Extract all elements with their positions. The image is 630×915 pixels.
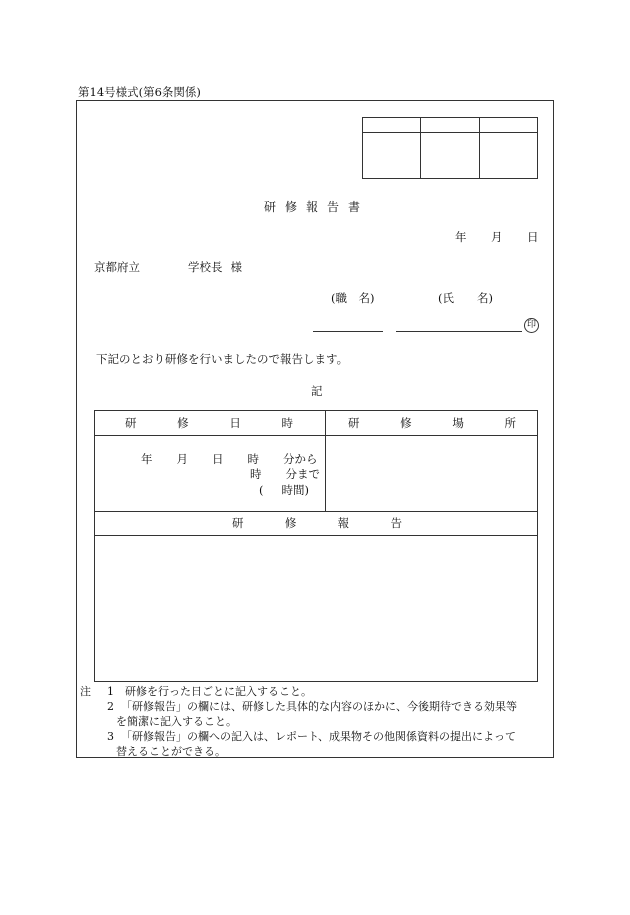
header-training-report: 研 修 報 告 <box>232 516 402 530</box>
job-title-line <box>313 331 383 332</box>
form-number-label: 第14号様式(第6条関係) <box>78 85 201 99</box>
stamp-divider <box>479 118 480 178</box>
table-row-divider <box>95 435 537 436</box>
stamp-divider <box>363 132 537 133</box>
note-text-continued: 替えることができる。 <box>116 745 226 758</box>
note-text: 「研修報告」の欄には、研修した具体的な内容のほかに、今後期待できる効果等 <box>121 700 517 713</box>
name-line <box>396 331 522 332</box>
seal-mark: 印 <box>524 318 539 333</box>
note-text: 研修を行った日ごとに記入すること。 <box>125 685 312 698</box>
date-year: 年 <box>455 230 467 244</box>
header-training-place: 研 修 場 所 <box>348 416 516 430</box>
header-training-datetime: 研 修 日 時 <box>125 416 293 430</box>
intro-text: 下記のとおり研修を行いましたので報告します。 <box>96 352 349 366</box>
date-line-start: 年 月 日 時 分から <box>141 452 318 466</box>
date-line-hours: ( 時間) <box>259 483 309 497</box>
addressee-prefix: 京都府立 <box>94 260 140 274</box>
job-title-label: (職 名) <box>331 291 375 305</box>
note-number: 2 <box>107 700 114 713</box>
ki-heading: 記 <box>311 384 323 398</box>
date-day: 日 <box>527 230 539 244</box>
table-row-divider <box>95 535 537 536</box>
note-number: 1 <box>107 685 114 698</box>
notes-label: 注 <box>80 685 91 698</box>
addressee <box>94 259 242 275</box>
addressee-principal: 学校長 <box>188 260 223 274</box>
training-table <box>94 410 538 682</box>
name-label: (氏 名) <box>438 291 493 305</box>
table-column-divider <box>325 411 326 511</box>
date-month: 月 <box>491 230 503 244</box>
approval-stamp-boxes <box>362 117 538 179</box>
note-text: 「研修報告」の欄への記入は、レポート、成果物その他関係資料の提出によって <box>121 730 517 743</box>
date-line-end: 時 分まで <box>250 467 320 481</box>
note-text-continued: を簡潔に記入すること。 <box>116 715 237 728</box>
note-number: 3 <box>107 730 114 743</box>
addressee-honorific: 様 <box>230 260 242 274</box>
document-title: 研修報告書 <box>264 200 370 214</box>
stamp-divider <box>420 118 421 178</box>
